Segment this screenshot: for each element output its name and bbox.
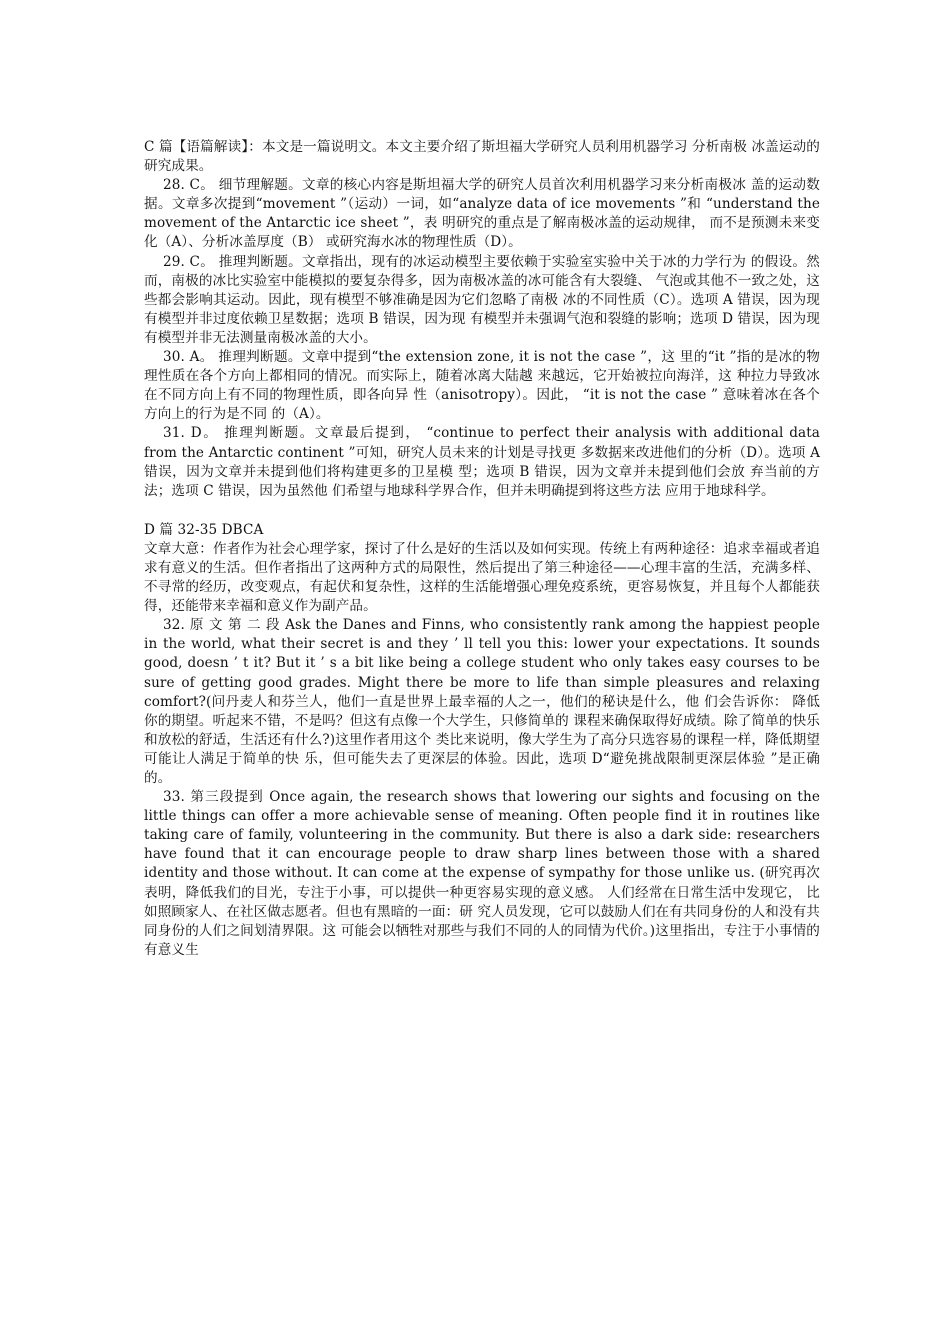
section-d-header: D 篇 32-35 DBCA <box>144 521 264 538</box>
document-page <box>144 138 820 960</box>
section-c-intro: C 篇【语篇解读】：本文是一篇说明文。本文主要介绍了斯坦福大学研究人员利用机器学习 分析南极 冰盖运动的研究成果。 <box>144 139 820 175</box>
answer-30: 30. A。 推理判断题。文章中提到“the extension zone, it is not the case ”，这 里的“it ”指的是冰的物 理性质在各个方向上都相同的情况。而实际上，随着冰离大陆越 来越远，它开始被拉向海洋，这 种拉力导致冰在不同方向上有不同的物理性质，即各向异 性（anisotropy）。因此， “it is not the case ” 意味着冰在各个方向上的行为是不同 的（A）。 <box>144 349 820 423</box>
answer-32: 32. 原 文 第 二 段 Ask the Danes and Finns, who consistently rank among the happiest people in the world, what their secret is and they ’ ll tell you this: lower your expectations. It sounds good, doesn ’ t it? But it ’ s a bit like being a college student who only takes easy courses to be sure of getting good grades. Might there be more to life than simple pleasures and relaxing comfort?(问丹麦人和芬兰人，他们一直是世界上最幸福的人之一，他们的秘诀是什么，他 们会告诉你： 降低你的期望。听起来不错，不是吗？但这有点像一个大学生，只修简单的 课程来确保取得好成绩。除了简单的快乐和放松的舒适，生活还有什么?)这里作者用这个 类比来说明，像大学生为了高分只选容易的课程一样，降低期望可能让人满足于简单的快 乐，但可能失去了更深层的体验。因此，选项 D“避免挑战限制更深层体验 ”是正确的。 <box>144 617 820 786</box>
section-d-summary: 文章大意：作者作为社会心理学家，探讨了什么是好的生活以及如何实现。传统上有两种途径：追求幸福或者追求有意义的生活。但作者指出了这两种方式的局限性，然后提出了第三种途径——心理丰富的生活，充满多样、不寻常的经历，改变观点，有起伏和复杂性，这样的生活能增强心理免疫系统，更容易恢复，并且每个人都能获得，还能带来幸福和意义作为副产品。 <box>144 540 820 615</box>
answer-31: 31. D。 推理判断题。文章最后提到， “continue to perfect their analysis with additional data from the Antarctic continent ”可知，研究人员未来的计划是寻找更 多数据来改进他们的分析（D）。选项 A 错误，因为文章并未提到他们将构建更多的卫星模 型；选项 B 错误，因为文章并未提到他们会放 弃当前的方法；选项 C 错误，因为虽然他 们希望与地球科学界合作，但并未明确提到将这些方法 应用于地球科学。 <box>144 425 820 499</box>
answer-28: 28. C。 细节理解题。文章的核心内容是斯坦福大学的研究人员首次利用机器学习来分析南极冰 盖的运动数据。文章多次提到“movement ”（运动）一词，如“analyze data of ice movements ”和 “understand the movement of the Antarctic ice sheet ”，表 明研究的重点是了解南极冰盖的运动规律， 而不是预测未来变化（A）、分析冰盖厚度（B） 或研究海水冰的物理性质（D）。 <box>144 177 820 251</box>
answer-33: 33. 第三段提到 Once again, the research shows that lowering our sights and focusing on the little things can offer a more achievable sense of meaning. Often people find it in routines like taking care of family, volunteering in the community. But there is also a dark side: researchers have found that it can encourage people to draw sharp lines between those with a shared identity and those without. It can come at the expense of sympathy for those unlike us. (研究再次表明，降低我们的目光，专注于小事，可以提供一种更容易实现的意义感。 人们经常在日常生活中发现它， 比如照顾家人、在社区做志愿者。但也有黑暗的一面：研 究人员发现，它可以鼓励人们在有共同身份的人和没有共同身份的人们之间划清界限。这 可能会以牺牲对那些与我们不同的人的同情为代价。)这里指出，专注于小事情的有意义生 <box>144 789 820 958</box>
answer-29: 29. C。 推理判断题。文章指出，现有的冰运动模型主要依赖于实验室实验中关于冰的力学行为 的假设。然而，南极的冰比实验室中能模拟的要复杂得多，因为南极冰盖的冰可能含有大裂缝、 气泡或其他不一致之处，这些都会影响其运动。因此，现有模型不够准确是因为它们忽略了南极 冰的不同性质（C）。选项 A 错误，因为现有模型并非过度依赖卫星数据；选项 B 错误，因为现 有模型并未强调气泡和裂缝的影响；选项 D 错误，因为现有模型并非无法测量南极冰盖的大小。 <box>144 253 820 346</box>
section-gap <box>144 501 820 521</box>
